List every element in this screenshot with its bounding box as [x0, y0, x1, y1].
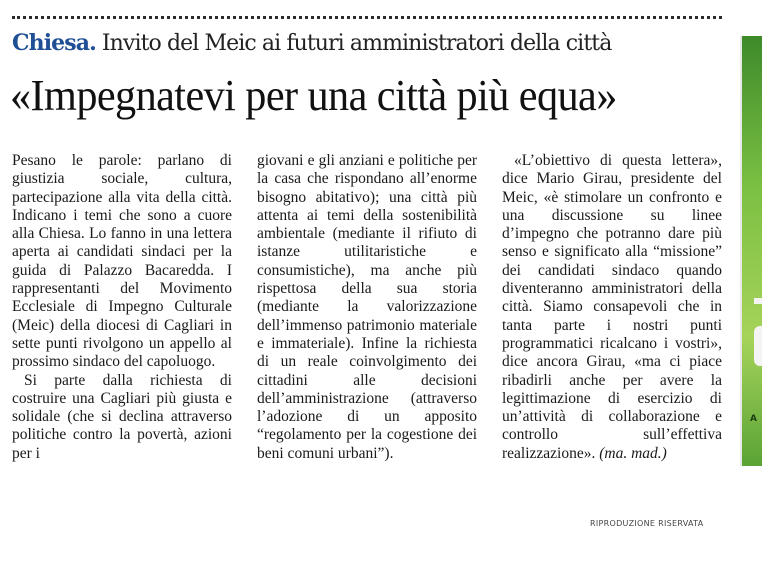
paragraph: giovani e gli anziani e politiche per la casa che rispondano all’enorme bisogno abitativo); una città più attenta ai temi della sostenibilità ambientale (mediante il rifiuto di istanze utilitaristiche e consumistiche), ma anche più rispettosa della sua storia (mediante la valorizzazione dell’immenso patrimonio materiale e immateriale). Infine la richiesta di un reale coinvolgimento dei cittadini alle decisioni dell’amministrazione (attraverso l’adozione di un apposito “regolamento per la cogestione dei beni comuni urbani”). [257, 152, 477, 462]
paragraph: Pesano le parole: parlano di giustizia sociale, cultura, partecipazione alla vita della città. Indicano i temi che sono a cuore alla Chiesa. Lo fanno in una lettera aperta ai candidati sindaci per la guida di Palazzo Bacaredda. I rappresentanti del Movimento Ecclesiale di Impegno Culturale (Meic) della diocesi di Cagliari in sette punti rivolgono un appello al prossimo sindaco del capoluogo. [12, 152, 232, 371]
article-column-1 [12, 152, 232, 463]
headline: «Impegnatevi per una città più equa» [10, 71, 617, 120]
ad-graphic [754, 326, 762, 366]
side-advertisement [740, 36, 762, 466]
top-dotted-rule [12, 16, 722, 19]
section-label: Chiesa. [12, 30, 96, 56]
paragraph [502, 152, 722, 463]
kicker-text: Invito del Meic ai futuri amministratori della città [101, 31, 612, 56]
article-column-3 [502, 152, 722, 463]
ad-graphic [754, 298, 762, 304]
article-column-2 [257, 152, 477, 463]
article-body [12, 152, 722, 542]
paragraph: Si parte dalla richiesta di costruire una Cagliari più giusta e solidale (che si declina attraverso politiche contro la povertà, azioni per i [12, 371, 232, 462]
copyright-notice: RIPRODUZIONE RISERVATA [590, 519, 704, 528]
paragraph-text: «L’obiettivo di questa lettera», dice Mario Girau, presidente del Meic, «è stimolare un confronto e una discussione su linee d’impegno che potranno dare più senso e significato alla “missione” dei candidati sindaco quando diventeranno amministratori della città. Siamo consapevoli che in tanta parte i nostri punti programmatici ricalcano i vostri», dice ancora Girau, «ma ci piace ribadirli anche per avere la legittimazione di esercizio di un’attività di collaborazione e controllo sull’effettiva realizzazione». [502, 152, 722, 462]
kicker-line [12, 28, 732, 59]
ad-letter: A [750, 414, 757, 424]
author-signature: (ma. mad.) [599, 444, 667, 462]
